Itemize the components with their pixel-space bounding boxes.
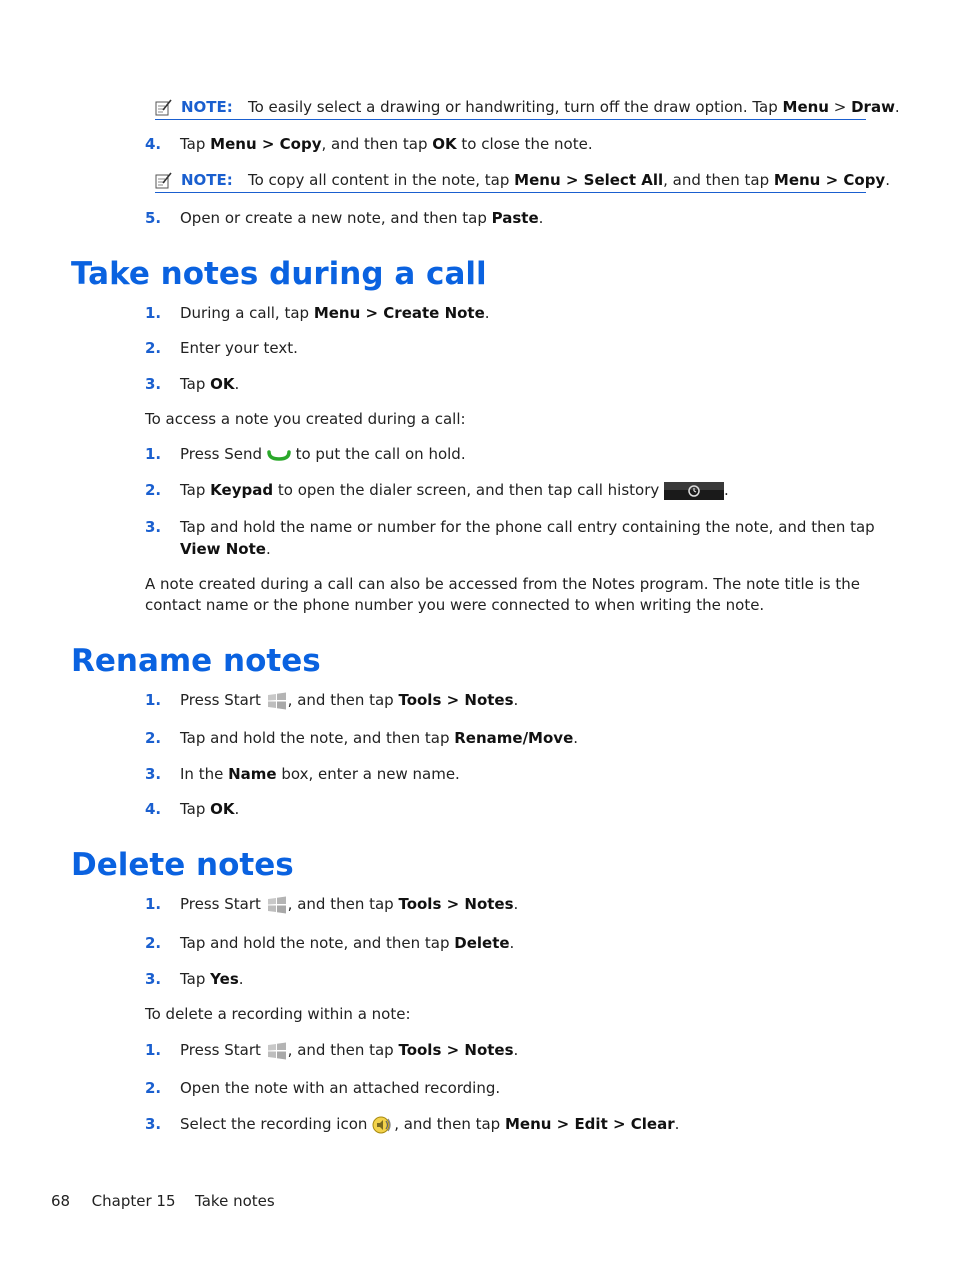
note-box-2 [155,170,890,193]
step-text: Press Start , and then tap Tools > Notes. [180,895,519,913]
section-heading: Delete notes [71,847,294,883]
step-text: Press Start , and then tap Tools > Notes. [180,1041,519,1059]
step-number: 2. [145,729,162,747]
step-text-continued: View Note. [180,540,271,558]
step-text: Tap OK. [180,800,240,818]
step-number: 5. [145,209,162,227]
note-label: NOTE: [181,98,233,116]
note-text: To copy all content in the note, tap Menu > Select All, and then tap Menu > Copy. [248,171,890,189]
step-text: Enter your text. [180,339,298,357]
step-number: 1. [145,895,162,913]
step-number: 3. [145,765,162,783]
section-heading: Rename notes [71,643,321,679]
step-text: Press Send to put the call on hold. [180,445,466,463]
chapter-title: Take notes [195,1192,275,1210]
step-text: Tap Menu > Copy, and then tap OK to close the note. [180,135,593,153]
send-key-icon [267,449,291,461]
step-number: 1. [145,304,162,322]
step-number: 1. [145,691,162,709]
note-text: To easily select a drawing or handwriting, turn off the draw option. Tap Menu > Draw. [248,98,900,116]
note-box-1 [155,97,900,120]
windows-start-icon [266,1041,288,1061]
step-text: Select the recording icon , and then tap Menu > Edit > Clear. [180,1115,680,1133]
step-number: 4. [145,800,162,818]
note-pencil-icon [155,99,172,116]
note-label: NOTE: [181,171,233,189]
step-text: During a call, tap Menu > Create Note. [180,304,490,322]
windows-start-icon [266,691,288,711]
step-number: 3. [145,518,162,536]
step-text: Open or create a new note, and then tap Paste. [180,209,544,227]
step-text: Tap Yes. [180,970,244,988]
section-heading: Take notes during a call [71,256,487,292]
note-pencil-icon [155,172,172,189]
step-number: 1. [145,445,162,463]
page-footer [51,1191,275,1212]
step-number: 3. [145,970,162,988]
step-number: 2. [145,1079,162,1097]
step-number: 2. [145,339,162,357]
step-text: Open the note with an attached recording. [180,1079,501,1097]
call-history-icon [664,482,724,500]
paragraph: To access a note you created during a call: [145,410,466,428]
recording-icon [372,1115,394,1135]
step-text: Tap and hold the note, and then tap Rename/Move. [180,729,579,747]
paragraph: To delete a recording within a note: [145,1005,411,1023]
step-number: 3. [145,1115,162,1133]
step-text: Tap Keypad to open the dialer screen, and then tap call history . [180,481,729,499]
step-number: 3. [145,375,162,393]
step-text: Tap and hold the note, and then tap Delete. [180,934,515,952]
step-number: 2. [145,934,162,952]
step-text: In the Name box, enter a new name. [180,765,460,783]
paragraph: A note created during a call can also be accessed from the Notes program. The note title is the contact name or the phone number you were connected to when writing the note. [145,575,860,614]
step-text: Tap OK. [180,375,240,393]
step-number: 2. [145,481,162,499]
page-number: 68 [51,1192,71,1210]
step-text: Tap and hold the name or number for the phone call entry containing the note, and then tap [180,518,875,536]
windows-start-icon [266,895,288,915]
step-text: Press Start , and then tap Tools > Notes. [180,691,519,709]
step-number: 4. [145,135,162,153]
step-number: 1. [145,1041,162,1059]
chapter-label: Chapter 15 [91,1192,176,1210]
